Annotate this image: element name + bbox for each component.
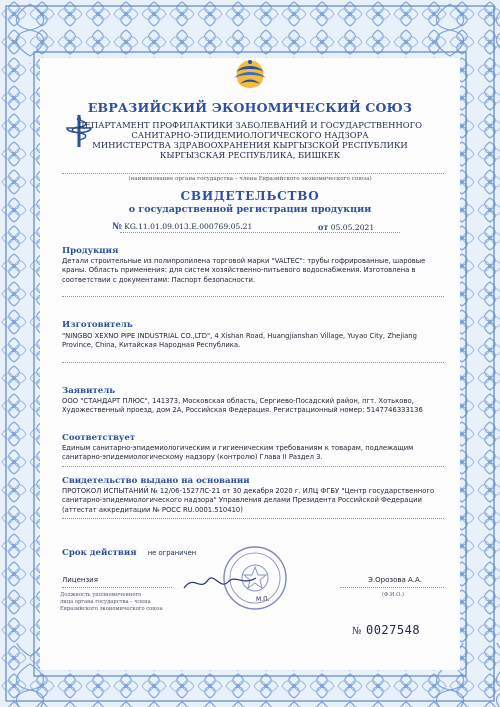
manufacturer-heading: Изготовитель bbox=[62, 320, 133, 330]
date-label: от bbox=[318, 222, 329, 232]
org-line: КЫРГЫЗСКАЯ РЕСПУБЛИКА, БИШКЕК bbox=[159, 150, 341, 160]
validity bbox=[62, 540, 196, 559]
stamp-caption: М.П. bbox=[256, 596, 270, 603]
organ-note: (наименование органа государства – члена Евразийского экономического союза) bbox=[128, 176, 372, 182]
signer-caption: (Ф.И.О.) bbox=[382, 592, 405, 598]
round-seal-icon bbox=[222, 545, 288, 611]
product-text: Детали строительные из полипропилена торговой марки "VALTEC": трубы гофрированные, шаровые краны. Область применения: для систем хозяйственно-питьевого водоснабжения. Изготовлена в соответствии с документами: Паспорт безопасности. bbox=[62, 257, 426, 284]
applicant-heading: Заявитель bbox=[62, 386, 116, 396]
registration-number bbox=[112, 222, 252, 232]
authorized-person-note bbox=[60, 592, 180, 613]
org-line: МИНИСТЕРСТВА ЗДРАВООХРАНЕНИЯ КЫРГЫЗСКОЙ РЕСПУБЛИКИ bbox=[92, 140, 408, 150]
issued-basis-text: ПРОТОКОЛ ИСПЫТАНИЙ № 12/06-1527ЛС-21 от 30 декабря 2020 г. ИЛЦ ФГБУ "Центр государственного санитарно-эпидемиологического надзора" Управления делами Президента Российской Федерации (аттестат аккредитации № РОСС RU.0001.510410) bbox=[62, 487, 435, 514]
blank-serial-number bbox=[352, 623, 420, 637]
license-label: Лицензия bbox=[62, 576, 98, 584]
certificate-title: СВИДЕТЕЛЬСТВО bbox=[180, 189, 320, 203]
note-line: Евразийского экономического союза bbox=[60, 606, 163, 612]
serial-no-label: № bbox=[352, 626, 362, 637]
certificate-subtitle: о государственной регистрации продукции bbox=[128, 204, 372, 215]
conformity-heading: Соответствует bbox=[62, 433, 136, 443]
validity-text: не ограничен bbox=[147, 549, 197, 557]
applicant-text: ООО "СТАНДАРТ ПЛЮС", 141373, Московская область, Сергиево-Посадский район, пгт. Хотьково, Художественный проезд, дом 2А, Российская Федерация. Регистрационный номер: 5147746333136 bbox=[62, 397, 423, 415]
eaeu-emblem-icon bbox=[228, 54, 272, 94]
issuing-organization bbox=[40, 120, 460, 160]
date-value: 05.05.2021 bbox=[330, 223, 375, 232]
note-line: Должность уполномоченного bbox=[60, 592, 142, 598]
validity-heading: Срок действия bbox=[62, 548, 137, 558]
manufacturer-text: "NINGBO XEXNO PIPE INDUSTRIAL CO.,LTD", 4 Xishan Road, Huangjianshan Village, Yuyao City, Zhejiang Province, China, Китайская Народная Республика. bbox=[62, 332, 417, 350]
issued-basis-heading: Свидетельство выдано на основании bbox=[62, 476, 250, 486]
org-line: ДЕПАРТАМЕНТ ПРОФИЛАКТИКИ ЗАБОЛЕВАНИЙ И ГОСУДАРСТВЕННОГО bbox=[77, 120, 423, 130]
org-line: САНИТАРНО-ЭПИДЕМИОЛОГИЧЕСКОГО НАДЗОРА bbox=[131, 130, 369, 140]
number-value: KG.11.01.09.013.Е.000769.05.21 bbox=[124, 222, 253, 231]
serial-value: 0027548 bbox=[365, 623, 421, 637]
registration-date bbox=[318, 222, 374, 232]
conformity-text: Единым санитарно-эпидемиологическим и гигиеническим требованиям к товарам, подлежащим санитарно-эпидемиологическому надзору (контролю) Глава II Раздел 3. bbox=[62, 444, 414, 462]
number-label: № bbox=[112, 222, 122, 232]
note-line: лица органа государства – члена bbox=[60, 599, 151, 605]
union-title: ЕВРАЗИЙСКИЙ ЭКОНОМИЧЕСКИЙ СОЮЗ bbox=[87, 100, 413, 115]
product-heading: Продукция bbox=[62, 246, 119, 256]
signer-name: Э.Орозова А.А. bbox=[368, 576, 423, 584]
